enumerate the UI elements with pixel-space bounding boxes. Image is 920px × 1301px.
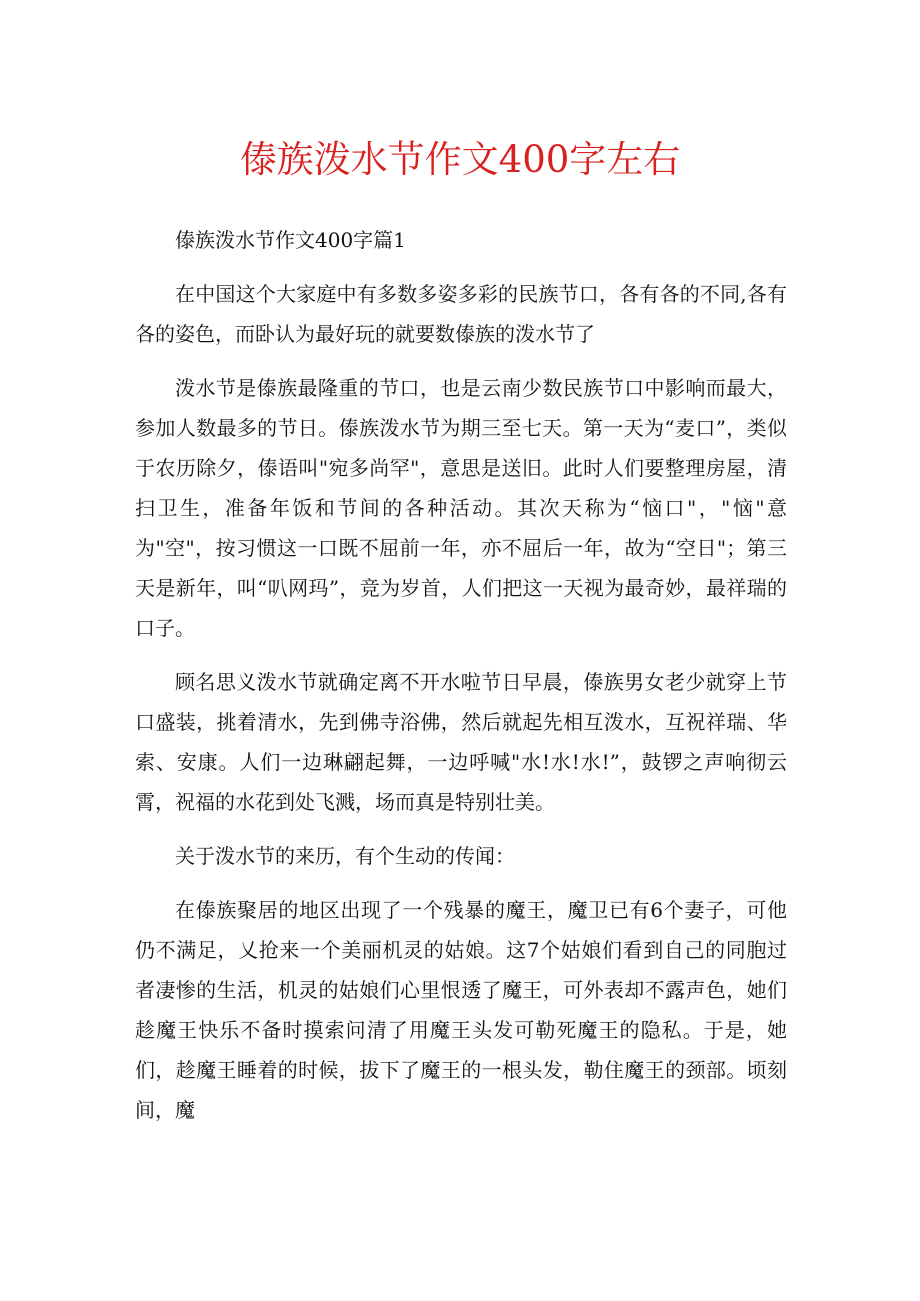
paragraph: 顾名思义泼水节就确定离不开水啦节日早晨，傣族男女老少就穿上节口盛装，挑着清水，先到佛寺浴佛，然后就起先相互泼水，互祝祥瑞、华索、安康。人们一边琳翩起舞，一边呼喊"水!水!水!”，鼓锣之声响彻云霄，祝福的水花到处飞溅，场而真是特别壮美。: [135, 670, 787, 814]
paragraph: 关于泼水节的来历，有个生动的传闻：: [175, 844, 515, 868]
paragraph: 泼水节是傣族最隆重的节口，也是云南少数民族节口中影响而最大，参加人数最多的节日。傣族泼水节为期三至七天。第一天为“麦口”，类似于农历除夕，傣语叫"宛多尚罕"，意思是送旧。此时人们要整理房屋，清扫卫生，准备年饭和节间的各种活动。其次天称为“恼口"，"恼"意为"空"，按习惯这一口既不屈前一年，亦不屈后一年，故为“空日"；第三天是新年，叫“叭网玛”，竞为岁首，人们把这一天视为最奇妙，最祥瑞的口子。: [135, 376, 787, 640]
document-title: 傣族泼水节作文400字左右: [239, 138, 681, 181]
section-heading: 傣族泼水节作文400字篇1: [175, 228, 406, 252]
paragraph: 在傣族聚居的地区出现了一个残暴的魔王，魔卫已有6个妻子，可他仍不满足，乂抢来一个美丽机灵的姑娘。这7个姑娘们看到自己的同胞过者凄惨的生活，机灵的姑娘们心里恨透了魔王，可外表却不露声色，她们趁魔王快乐不备时摸索问清了用魔王头发可勒死魔王的隐私。于是，她们，趁魔王睡着的时候，拔下了魔王的一根头发，勒住魔王的颈部。顷刻间，魔: [135, 898, 787, 1122]
paragraph: 在中国这个大家庭中有多数多姿多彩的民族节口，各有各的不同,各有各的姿色，而卧认为最好玩的就要数傣族的泼水节了: [135, 282, 787, 346]
document-body: [135, 220, 787, 1144]
